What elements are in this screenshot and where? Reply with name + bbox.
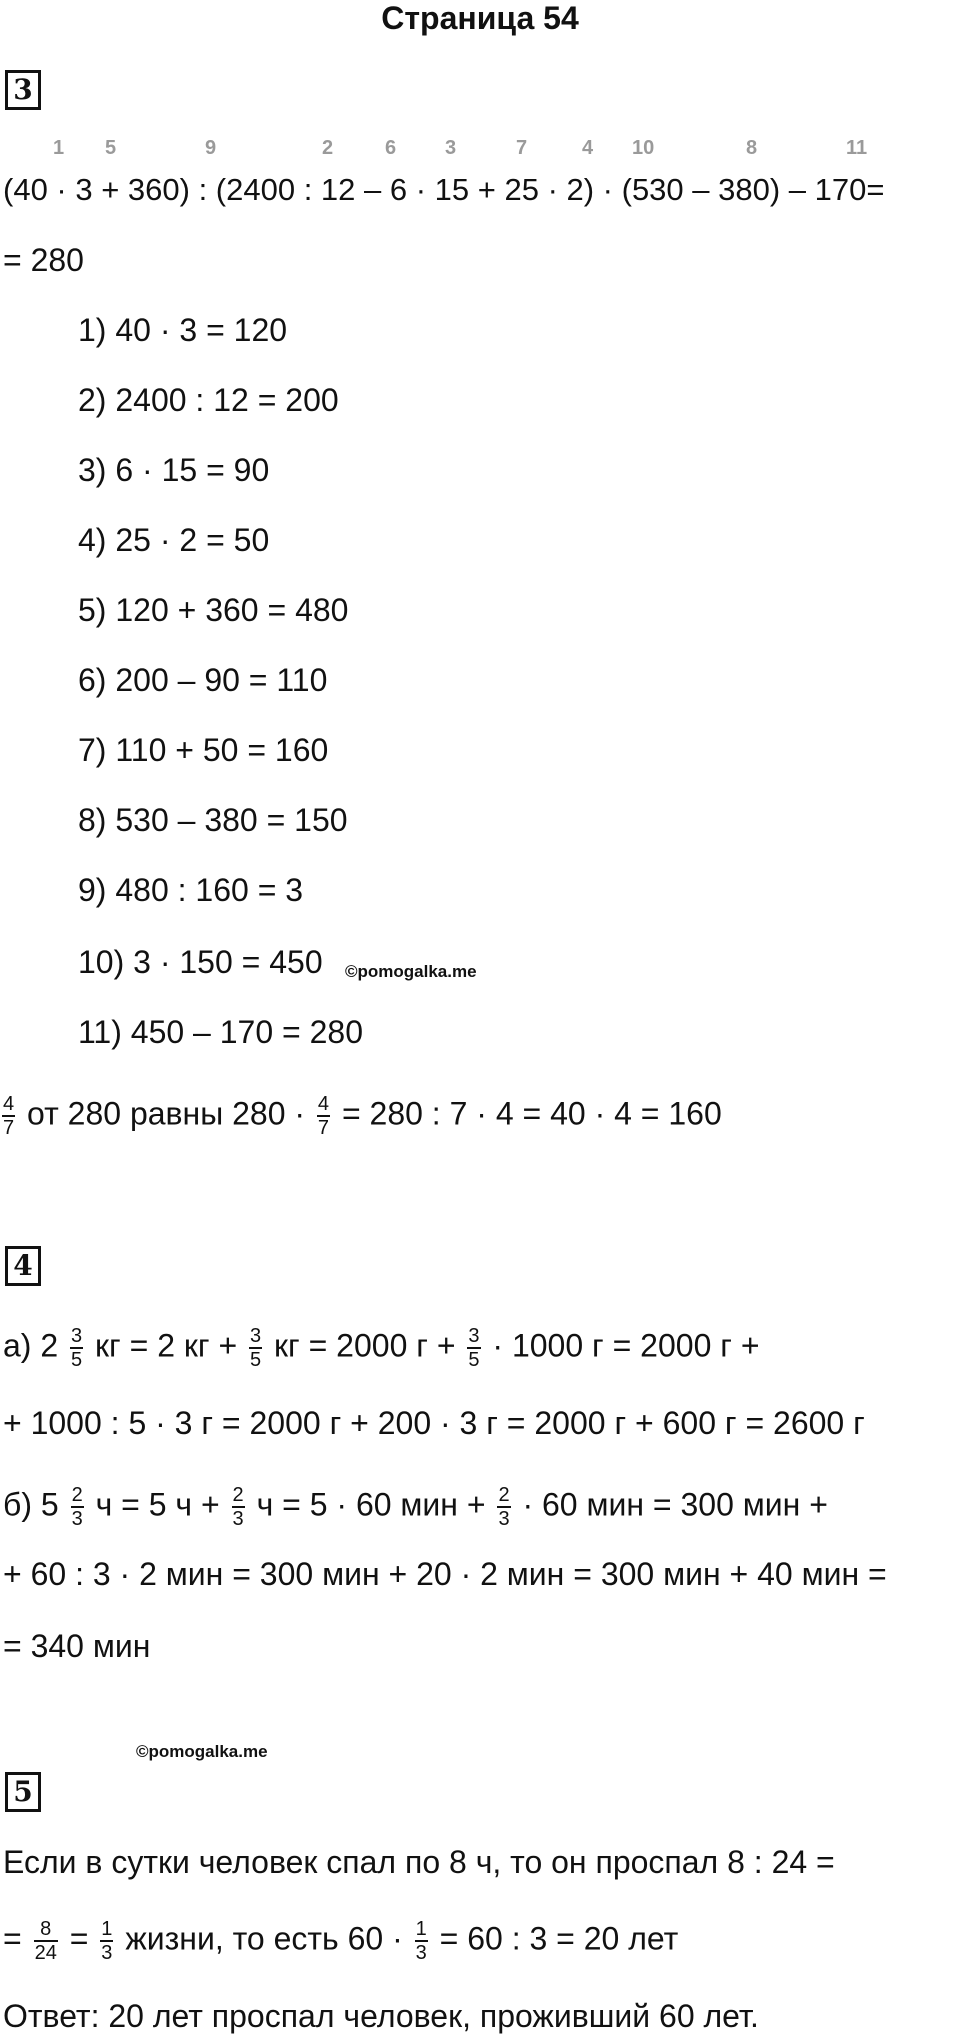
order-mark: 11 (846, 137, 868, 159)
fraction: $\frac{4}{7}$ (317, 1093, 330, 1139)
task4-a-line1: а) 2 $\frac{3}{5}$ кг = 2 кг + $\frac{3}{5}$ кг = 2000 г + $\frac{3}{5}$ · 1000 г = 2000 г + (3, 1325, 760, 1371)
order-mark: 8 (746, 137, 758, 159)
order-mark: 10 (632, 137, 655, 159)
task-number-3: 3 (5, 70, 41, 110)
fraction: $\frac{4}{7}$ (3, 1093, 15, 1139)
watermark: ©pomogalka.me (345, 962, 477, 981)
step-line: 11) 450 – 170 = 280 (78, 1014, 363, 1050)
task4-b-line1: б) 5 $\frac{2}{3}$ ч = 5 ч + $\frac{2}{3}$ ч = 5 · 60 мин + $\frac{2}{3}$ · 60 мин = 300 мин + (3, 1484, 828, 1530)
task4-a-line2: + 1000 : 5 · 3 г = 2000 г + 200 · 3 г = 2000 г + 600 г = 2600 г (3, 1405, 865, 1441)
task3-result: = 280 (3, 242, 84, 278)
task4-b-line2: + 60 : 3 · 2 мин = 300 мин + 20 · 2 мин = 300 мин + 40 мин = (3, 1556, 887, 1592)
step-line: 4) 25 · 2 = 50 (78, 522, 270, 558)
fraction: $\frac{2}{3}$ (498, 1484, 510, 1530)
task5-line2: = $\frac{8}{24}$ = $\frac{1}{3}$ жизни, то есть 60 · $\frac{1}{3}$ = 60 : 3 = 20 лет (3, 1918, 679, 1964)
step-line: 10) 3 · 150 = 450 (78, 944, 323, 980)
step-line: 6) 200 – 90 = 110 (78, 662, 328, 698)
step-line: 5) 120 + 360 = 480 (78, 592, 349, 628)
fraction: $\frac{3}{5}$ (250, 1325, 262, 1371)
fraction: $\frac{2}{3}$ (232, 1484, 244, 1530)
fraction: $\frac{8}{24}$ (34, 1918, 57, 1964)
step-line: 7) 110 + 50 = 160 (78, 732, 329, 768)
order-mark: 3 (445, 137, 457, 159)
step-line: 3) 6 · 15 = 90 (78, 452, 270, 488)
task3-expression: (40 · 3 + 360) : (2400 : 12 – 6 · 15 + 25 · 2) · (530 – 380) – 170= (3, 172, 885, 207)
order-mark: 7 (516, 137, 528, 159)
task-number-5: 5 (5, 1772, 41, 1812)
task5-answer: Ответ: 20 лет проспал человек, проживший 60 лет. (3, 1998, 759, 2034)
fraction: $\frac{3}{5}$ (71, 1325, 83, 1371)
order-mark: 1 (53, 137, 65, 159)
order-mark: 2 (322, 137, 334, 159)
fraction: $\frac{3}{5}$ (468, 1325, 480, 1371)
fraction: $\frac{1}{3}$ (415, 1918, 427, 1964)
fraction: $\frac{1}{3}$ (101, 1918, 113, 1964)
task5-line1: Если в сутки человек спал по 8 ч, то он проспал 8 : 24 = (3, 1844, 835, 1880)
order-mark: 5 (105, 137, 117, 159)
fraction: $\frac{2}{3}$ (71, 1484, 83, 1530)
task3-fraction-line: $\frac{4}{7}$ от 280 равны 280 · $\frac{4}{7}$ = 280 : 7 · 4 = 40 · 4 = 160 (3, 1093, 722, 1139)
step-line: 1) 40 · 3 = 120 (78, 312, 288, 348)
order-mark: 6 (385, 137, 397, 159)
step-line: 8) 530 – 380 = 150 (78, 802, 348, 838)
order-mark: 4 (582, 137, 594, 159)
task-number-4: 4 (5, 1246, 41, 1286)
watermark: ©pomogalka.me (136, 1742, 268, 1761)
page-title: Страница 54 (381, 0, 579, 36)
task4-b-line3: = 340 мин (3, 1628, 151, 1664)
step-line: 2) 2400 : 12 = 200 (78, 382, 339, 418)
step-line: 9) 480 : 160 = 3 (78, 872, 304, 908)
order-mark: 9 (205, 137, 217, 159)
